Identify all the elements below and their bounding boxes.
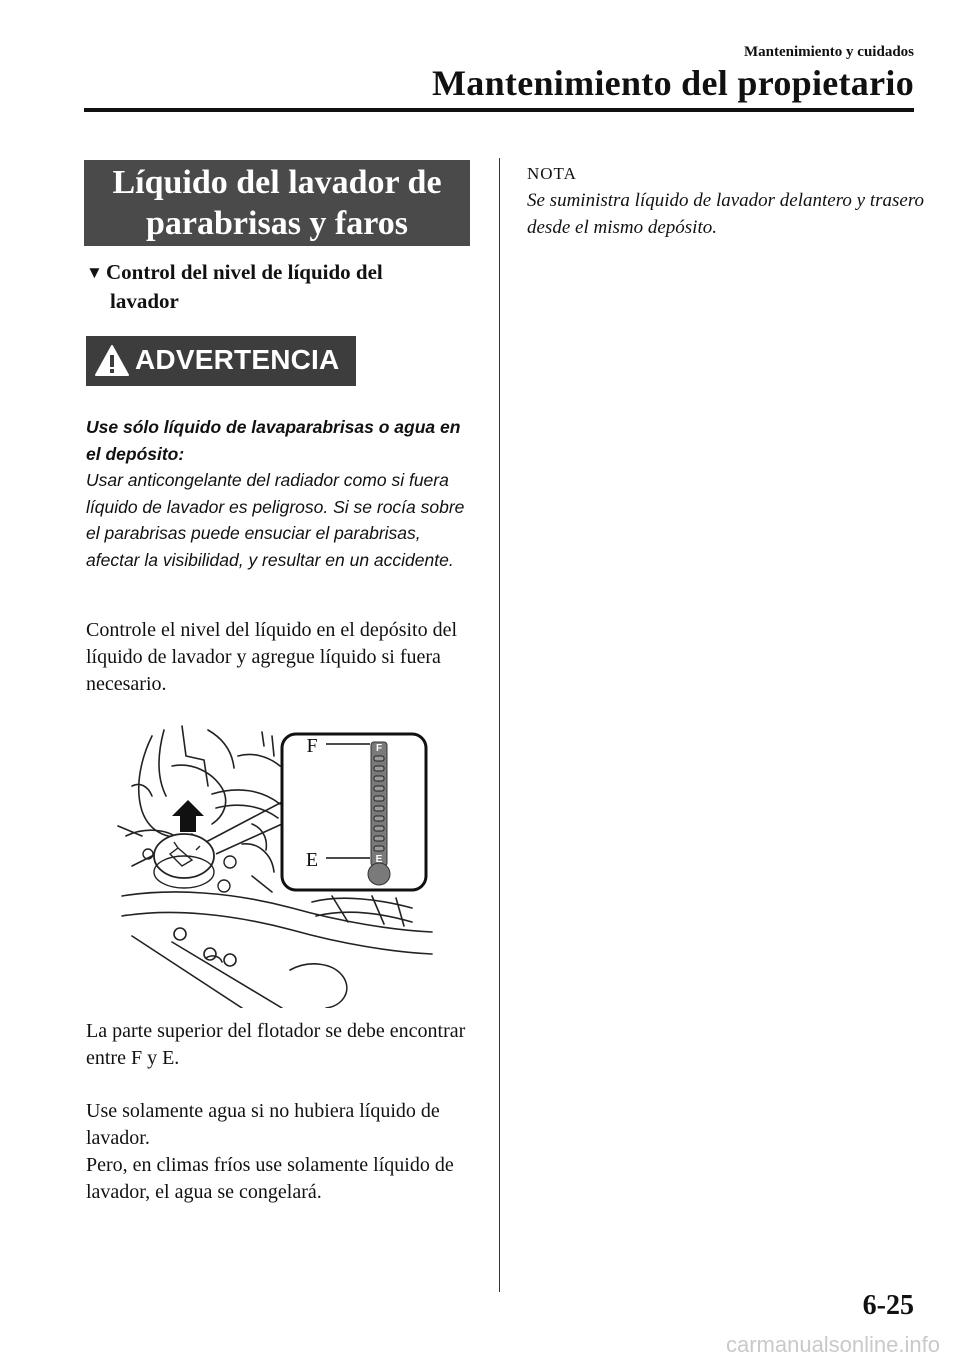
warning-title: Use sólo líquido de lavaparabrisas o agua en el depósito:	[86, 417, 461, 464]
paragraph-float-position: La parte superior del flotador se debe encontrar entre F y E.	[86, 1020, 466, 1069]
note-block	[527, 160, 927, 241]
footer-watermark: carmanualsonline.info	[725, 1332, 940, 1357]
paragraph-water-use-line1: Use solamente agua si no hubiera líquido de lavador.	[86, 1100, 440, 1149]
warning-banner	[86, 336, 356, 386]
section-title-line2: parabrisas y faros	[146, 205, 408, 242]
paragraph-check-level: Controle el nivel del líquido en el depósito del líquido de lavador y agregue líquido si fuera necesario.	[86, 619, 458, 695]
subheading-line1: Control del nivel de líquido del	[106, 260, 383, 284]
chapter-title: Mantenimiento del propietario	[432, 63, 914, 103]
empty-level-label: E	[305, 849, 319, 871]
header-divider	[84, 108, 914, 112]
subheading	[86, 258, 476, 316]
section-header: Mantenimiento y cuidados	[743, 44, 914, 60]
paragraph-water-use	[86, 1098, 480, 1206]
warning-text: Usar anticongelante del radiador como si fuera líquido de lavador es peligroso. Si se rocía sobre el parabrisas puede ensuciar el parabrisas, afectar la visibilidad, y resultar en un accidente.	[86, 470, 465, 570]
warning-body	[86, 414, 478, 573]
gauge-empty-mark: E	[375, 854, 383, 865]
section-title-line1: Líquido del lavador de	[112, 164, 442, 201]
washer-reservoir-illustration	[112, 716, 442, 1008]
subheading-line2: lavador	[110, 289, 179, 313]
triangle-marker-icon: ▼	[86, 263, 103, 282]
gauge-full-mark: F	[375, 743, 383, 754]
section-title-box	[84, 160, 470, 246]
note-title: NOTA	[527, 164, 577, 183]
column-divider	[499, 158, 500, 1292]
note-text: Se suministra líquido de lavador delantero y trasero desde el mismo depósito.	[527, 190, 925, 238]
full-level-label: F	[306, 735, 318, 757]
warning-triangle-icon	[94, 344, 130, 378]
warning-label: ADVERTENCIA	[135, 344, 340, 375]
paragraph-water-use-line2: Pero, en climas fríos use solamente líquido de lavador, el agua se congelará.	[86, 1154, 454, 1203]
page-number: 6-25	[862, 1290, 914, 1321]
